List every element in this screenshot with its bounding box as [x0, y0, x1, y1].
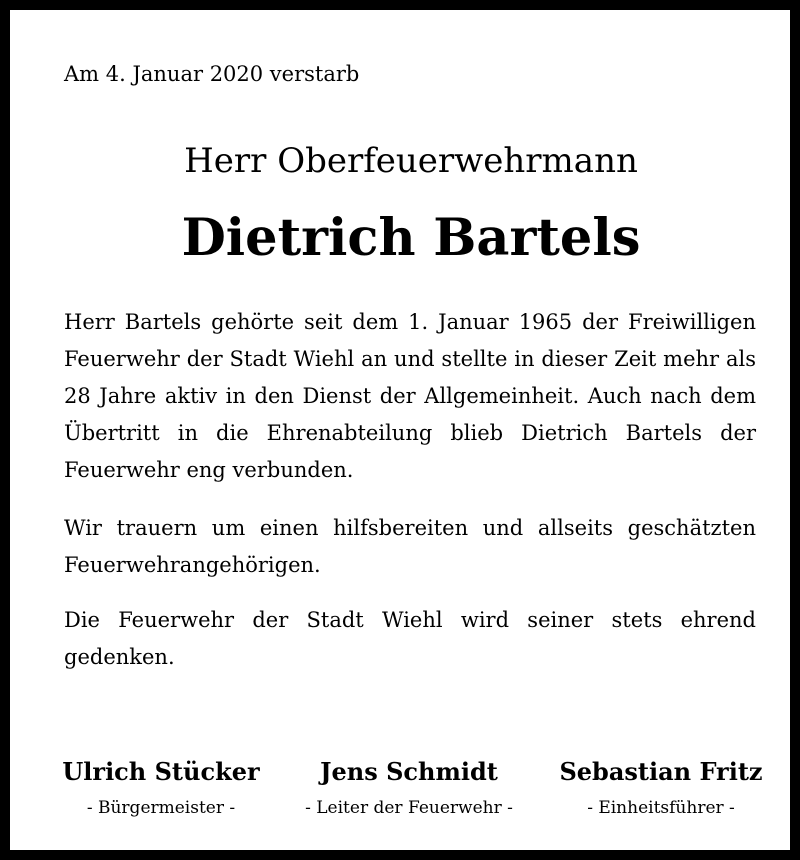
signatory-role: - Leiter der Feuerwehr -: [305, 798, 513, 818]
signatory-unit-leader: [548, 752, 774, 824]
signatory-name: Jens Schmidt: [320, 757, 498, 786]
paragraph-mourning: Wir trauern um einen hilfsbereiten und allseits geschätzten Feuerwehrangehörigen.: [64, 516, 756, 577]
signatory-name: Sebastian Fritz: [559, 757, 763, 786]
signatory-role: - Einheitsführer -: [587, 798, 735, 818]
intro-line: Am 4. Januar 2020 verstarb: [64, 62, 360, 86]
signatory-fire-chief: [274, 752, 544, 824]
signatory-role: - Bürgermeister -: [86, 798, 236, 818]
deceased-name: Dietrich Bartels: [181, 208, 641, 268]
signatory-mayor: [56, 752, 266, 824]
paragraph-remembrance: Die Feuerwehr der Stadt Wiehl wird seiner stets ehrend gedenken.: [64, 608, 756, 669]
deceased-rank: Herr Oberfeuerwehrmann: [184, 141, 638, 181]
signatory-name: Ulrich Stücker: [62, 757, 260, 786]
paragraph-tribute: Herr Bartels gehörte seit dem 1. Januar 1965 der Freiwilligen Feuerwehr der Stadt Wiehl an und stellte in dieser Zeit mehr als 28 Jahre aktiv in den Dienst der Allgemeinheit. Auch nach dem Übertritt in die Ehrenabteilung blieb Dietrich Bartels der Feuerwehr eng verbunden.: [64, 310, 756, 482]
